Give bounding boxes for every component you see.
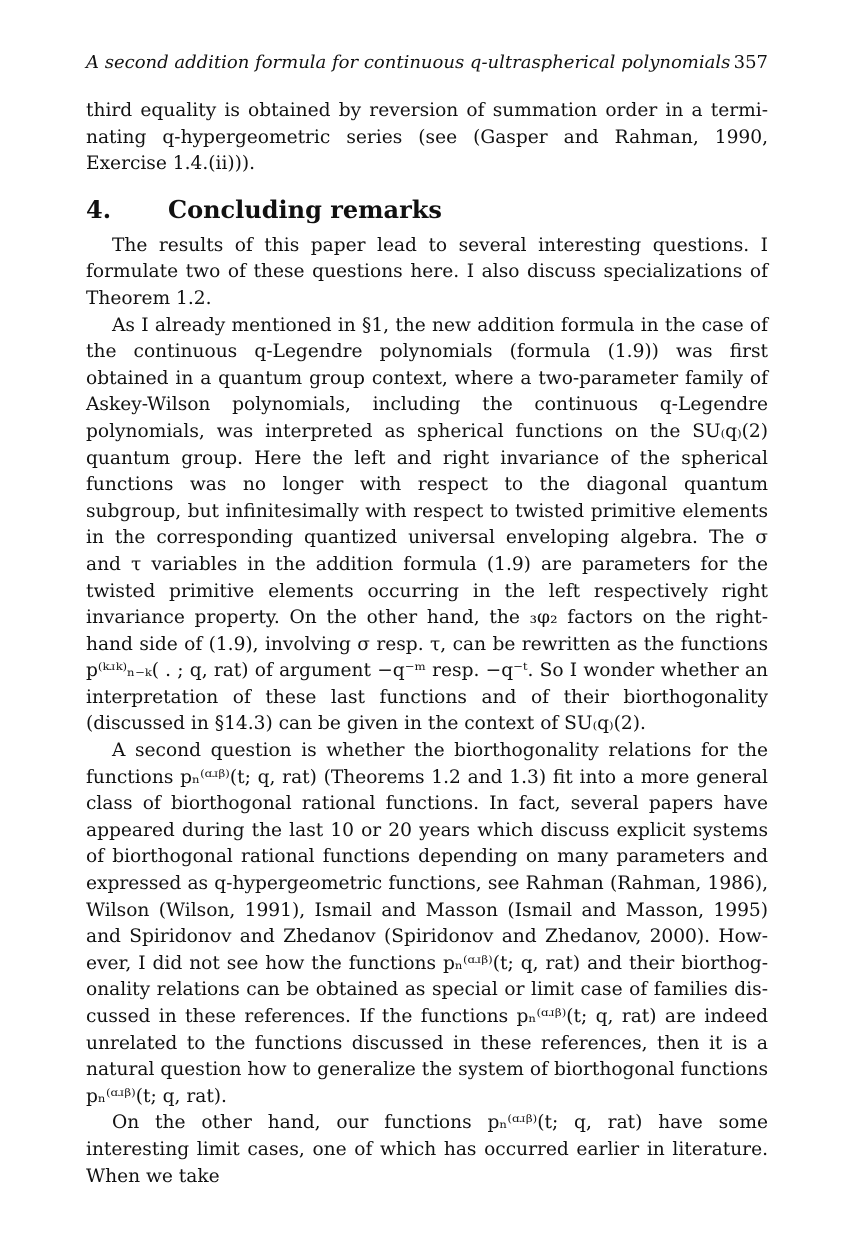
paragraph-limit-cases: On the other hand, our functions pₙ⁽ᵅʴᵝ⁾(t; q, rat) have some interesting limit cases, one of which has occurred earlier in literature. When we take — [86, 1112, 768, 1187]
page-body — [86, 98, 768, 1190]
paragraph-continuation: third equality is obtained by reversion of summation order in a terminating q-hypergeometric series (see (Gasper and Rahman, 1990, Exercise 1.4.(ii))). — [86, 100, 768, 175]
paragraph-biorthogonality: A second question is whether the biorthogonality relations for the functions pₙ⁽ᵅʴᵝ⁾(t; q, rat) (Theorems 1.2 and 1.3) fit into a more general class of biorthogonal rational functions. In fact, several papers have appeared during the last 10 or 20 years which discuss explicit systems of biorthogonal rational functions depending on many parameters and expressed as q-hypergeometric functions, see Rahman (Rahman, 1986), Wilson (Wilson, 1991), Ismail and Masson (Ismail and Masson, 1995) and Spiridonov and Zhedanov (Spiridonov and Zhedanov, 2000). However, I did not see how the functions pₙ⁽ᵅʴᵝ⁾(t; q, rat) and their biorthogonality relations can be obtained as special or limit case of families discussed in these references. If the functions pₙ⁽ᵅʴᵝ⁾(t; q, rat) are indeed unrelated to the functions discussed in these references, then it is a natural question how to generalize the system of biorthogonal functions pₙ⁽ᵅʴᵝ⁾(t; q, rat). — [86, 740, 768, 1107]
paragraph-intro: The results of this paper lead to several interesting questions. I formulate two of these questions here. I also discuss specializations of Theorem 1.2. — [86, 234, 768, 309]
section-heading — [86, 195, 768, 225]
paragraph-quantum-group: As I already mentioned in §1, the new addition formula in the case of the continuous q-Legendre polynomials (formula (1.9)) was first obtained in a quantum group context, where a two-parameter family of Askey-Wilson polynomials, including the continuous q-Legendre polynomials, was interpreted as spherical functions on the SU₍q₎(2) quantum group. Here the left and right invariance of the spherical functions was no longer with respect to the diagonal quantum subgroup, but infinitesimally with respect to twisted primitive elements in the corresponding quantized universal enveloping algebra. The σ and τ variables in the addition formula (1.9) are parameters for the twisted primitive elements occurring in the left respectively right invariance property. On the other hand, the ₃φ₂ factors on the right-hand side of (1.9), involving σ resp. τ, can be rewritten as the functions p⁽ᵏʴᵏ⁾ₙ₋ₖ( . ; q, rat) of argument −q⁻ᵐ resp. −q⁻ᵗ. So I wonder whether an interpretation of these last functions and of their biorthogonality (discussed in §14.3) can be given in the context of SU₍q₎(2). — [86, 314, 768, 735]
section-number: 4. — [86, 194, 112, 224]
page-number: 357 — [733, 52, 768, 73]
section-title: Concluding remarks — [168, 194, 442, 224]
running-header — [86, 52, 768, 74]
running-title: A second addition formula for continuous q-ultraspherical polynomials — [86, 52, 731, 73]
